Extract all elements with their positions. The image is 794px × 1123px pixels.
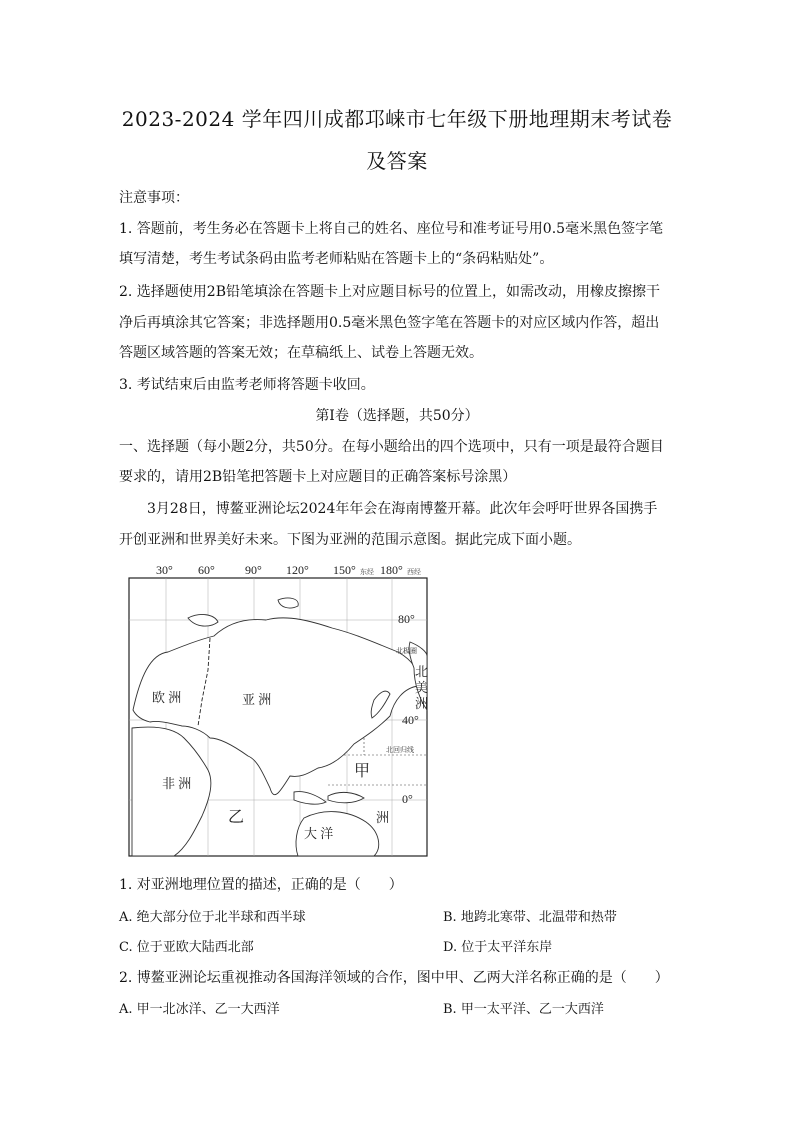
ocean-yi-label: 乙	[228, 809, 245, 826]
asia-label: 亚 洲	[242, 692, 272, 707]
passage-line-1: 3月28日，博鳌亚洲论坛2024年年会在海南博鳌开幕。此次年会呼吁世界各国携手	[147, 501, 658, 517]
notes-heading: 注意事项：	[119, 190, 189, 206]
north-america-label-2: 美	[415, 680, 428, 695]
note-item-3: 3. 考试结束后由监考老师将答题卡收回。	[119, 377, 375, 393]
question-1-stem: 1. 对亚洲地理位置的描述，正确的是（ ）	[119, 877, 403, 893]
east-longitude-label: 东经	[360, 568, 374, 576]
section-instructions-b: 要求的，请用2B铅笔把答题卡上对应题目的正确答案标号涂黑）	[119, 469, 517, 485]
arctic-circle-label: 北极圈	[396, 647, 417, 655]
question-2-option-b[interactable]: B. 甲一太平洋、乙一大西洋	[443, 1002, 604, 1017]
lat-label-40: 40°	[402, 713, 419, 727]
tropic-label: 北回归线	[386, 746, 414, 754]
question-1-option-c[interactable]: C. 位于亚欧大陆西北部	[119, 940, 254, 955]
north-america-label-3: 洲	[415, 696, 428, 711]
note-item-2c: 答题区域答题的答案无效；在草稿纸上、试卷上答题无效。	[119, 345, 483, 361]
oceania-label-2: 洲	[376, 810, 390, 825]
west-longitude-label: 西经	[407, 568, 421, 576]
lat-label-0: 0°	[402, 792, 413, 806]
note-item-2b: 净后再填涂其它答案；非选择题用0.5毫米黑色签字笔在答题卡的对应区域内作答，超出	[119, 315, 660, 331]
section-instructions-a: 一、选择题（每小题2分，共50分。在每小题给出的四个选项中，只有一项是最符合题目	[119, 439, 664, 455]
lon-label-120: 120°	[286, 563, 309, 577]
lon-label-90: 90°	[245, 563, 262, 577]
lon-label-150: 150°	[333, 563, 356, 577]
lon-label-180: 180°	[380, 563, 403, 577]
europe-label: 欧 洲	[152, 690, 182, 705]
note-item-1b: 填写清楚，考生考试条码由监考老师粘贴在答题卡上的“条码粘贴处”。	[119, 251, 554, 267]
exam-title-line2: 及答案	[366, 149, 428, 173]
note-item-1a: 1. 答题前，考生务必在答题卡上将自己的姓名、座位号和准考证号用0.5毫米黑色签字笔	[119, 221, 664, 237]
oceania-label-1: 大 洋	[304, 826, 334, 841]
lon-label-60: 60°	[198, 563, 215, 577]
exam-title-line1: 2023-2024 学年四川成都邛崃市七年级下册地理期末考试卷	[121, 107, 673, 131]
question-1-option-a[interactable]: A. 绝大部分位于北半球和西半球	[119, 910, 306, 925]
question-2-option-a[interactable]: A. 甲一北冰洋、乙一大西洋	[119, 1002, 280, 1017]
section-heading: 第Ⅰ卷（选择题，共50分）	[315, 408, 479, 424]
north-america-label-1: 北	[415, 664, 428, 679]
passage-line-2: 开创亚洲和世界美好未来。下图为亚洲的范围示意图。据此完成下面小题。	[119, 532, 581, 548]
asia-map	[128, 560, 428, 858]
question-2-stem: 2. 博鳌亚洲论坛重视推动各国海洋领域的合作，图中甲、乙两大洋名称正确的是（ ）	[119, 970, 669, 986]
ocean-jia-label: 甲	[354, 763, 371, 780]
note-item-2a: 2. 选择题使用2B铅笔填涂在答题卡上对应题目标号的位置上，如需改动，用橡皮擦擦干	[119, 284, 661, 300]
question-1-option-b[interactable]: B. 地跨北寒带、北温带和热带	[443, 910, 617, 925]
africa-label: 非 洲	[162, 776, 192, 791]
lon-label-30: 30°	[156, 563, 173, 577]
question-1-option-d[interactable]: D. 位于太平洋东岸	[443, 940, 553, 955]
lat-label-80: 80°	[398, 612, 415, 626]
